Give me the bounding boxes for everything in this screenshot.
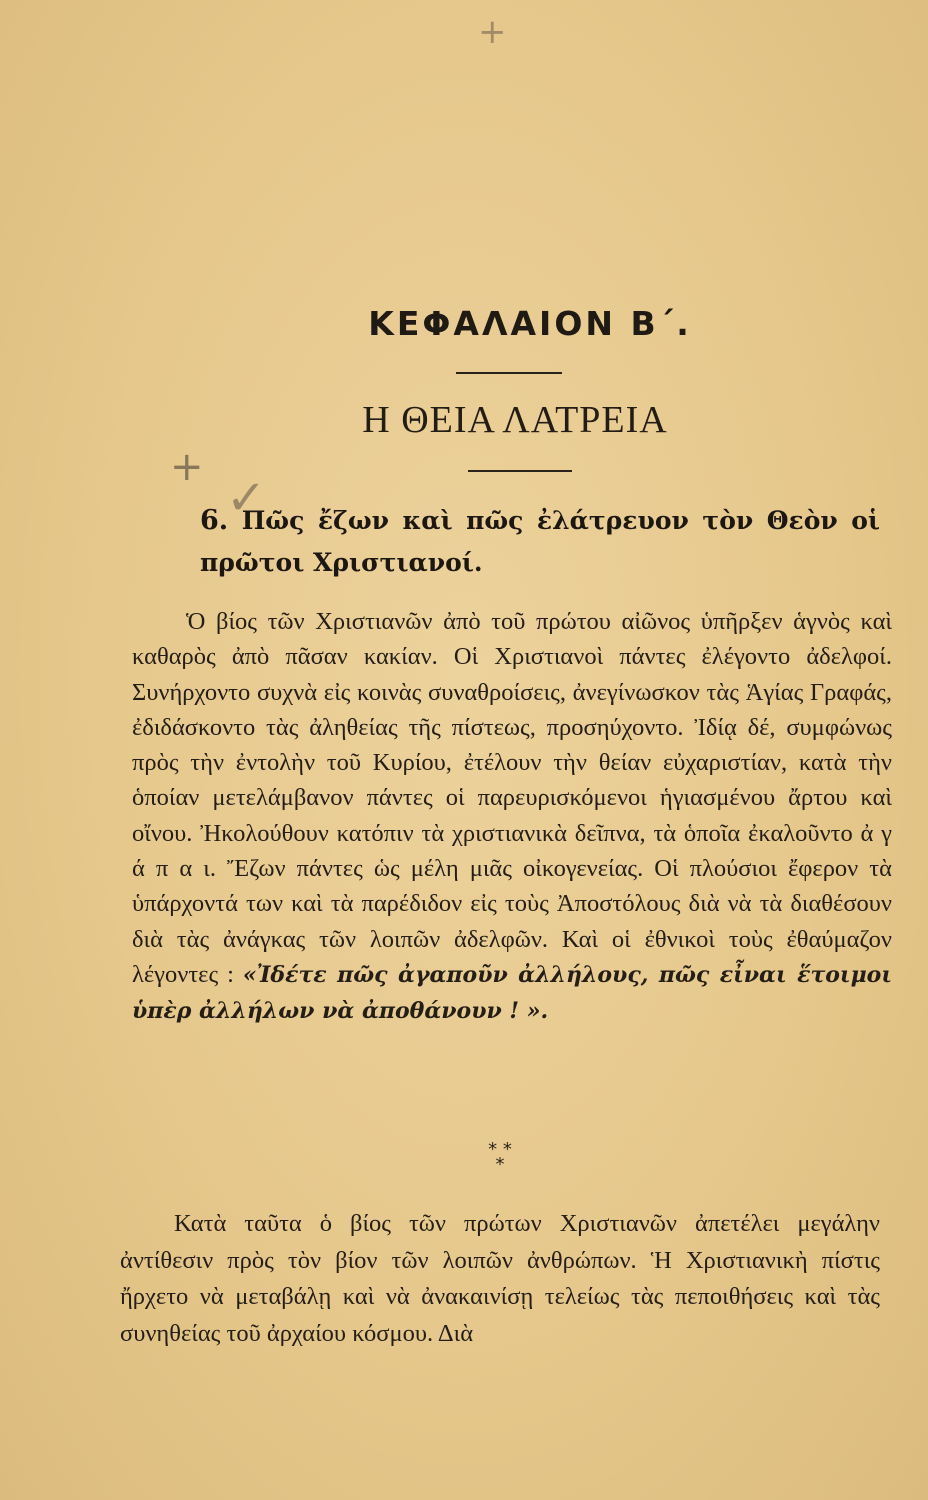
- section-separator: * * *: [488, 1139, 512, 1175]
- rule-upper: [456, 372, 562, 374]
- rule-lower: [468, 470, 572, 472]
- pencil-mark-cross: +: [170, 444, 204, 490]
- chapter-label: ΚΕΦΑΛΑΙΟΝ Β΄.: [368, 304, 692, 343]
- paragraph-first-quote: «Ἰδέτε πῶς ἀγαποῦν ἀλλήλους, πῶς εἶναι ἕτοιμοι ὑπὲρ ἀλλήλων νὰ ἀποθάνουν ! ».: [132, 961, 893, 1025]
- pencil-mark-top: +: [478, 12, 507, 52]
- lesson-number: 6.: [200, 505, 229, 536]
- pencil-mark-check: ✓: [226, 470, 267, 526]
- lesson-heading: [200, 500, 880, 584]
- lesson-title: Πῶς ἔζων καὶ πῶς ἐλάτρευον τὸν Θεὸν οἱ πρῶτοι Χριστιανοί.: [200, 506, 880, 577]
- section-title: Η ΘΕΙΑ ΛΑΤΡΕΙΑ: [362, 399, 668, 441]
- paragraph-first: [132, 604, 892, 1030]
- paragraph-first-text: Ὁ βίος τῶν Χριστιανῶν ἀπὸ τοῦ πρώτου αἰῶνος ὑπῆρξεν ἁγνὸς καὶ καθαρὸς ἀπὸ πᾶσαν κακίαν. Οἱ Χριστιανοὶ πάντες ἐλέγοντο ἀδελφοί. Συνήρχοντο συχνὰ εἰς κοινὰς συναθροίσεις, ἀνεγίνωσκον τὰς Ἁγίας Γραφάς, ἐδιδάσκοντο τὰς ἀληθείας τῆς πίστεως, προσηύχοντο. Ἰδίᾳ δέ, συμφώνως πρὸς τὴν ἐντολὴν τοῦ Κυρίου, ἐτέλουν τὴν θείαν εὐχαριστίαν, κατὰ τὴν ὁποίαν μετελάμβανον πάντες οἱ παρευρισκόμενοι ἡγιασμένου ἄρτου καὶ οἴνου. Ἠκολούθουν κατόπιν τὰ χριστιανικὰ δεῖπνα, τὰ ὁποῖα ἐκαλοῦντο ἀ γ ά π α ι. Ἔζων πάντες ὡς μέλη μιᾶς οἰκογενείας. Οἱ πλούσιοι ἔφερον τὰ ὑπάρχοντά των καὶ τὰ παρέδιδον εἰς τοὺς Ἀποστόλους διὰ νὰ τὰ διαθέσουν διὰ τὰς ἀνάγκας τῶν λοιπῶν ἀδελφῶν. Καὶ οἱ ἐθνικοὶ τοὺς ἐθαύμαζον λέγοντες :: [132, 608, 892, 988]
- paragraph-second: Κατὰ ταῦτα ὁ βίος τῶν πρώτων Χριστιανῶν ἀπετέλει μεγάλην ἀντίθεσιν πρὸς τὸν βίον τῶν λοιπῶν ἀνθρώπων. Ἡ Χριστιανικὴ πίστις ἤρχετο νὰ μεταβάλῃ καὶ νὰ ἀνακαινίσῃ τελείως τὰς πεποιθήσεις καὶ τὰς συνηθείας τοῦ ἀρχαίου κόσμου. Διὰ: [120, 1210, 880, 1347]
